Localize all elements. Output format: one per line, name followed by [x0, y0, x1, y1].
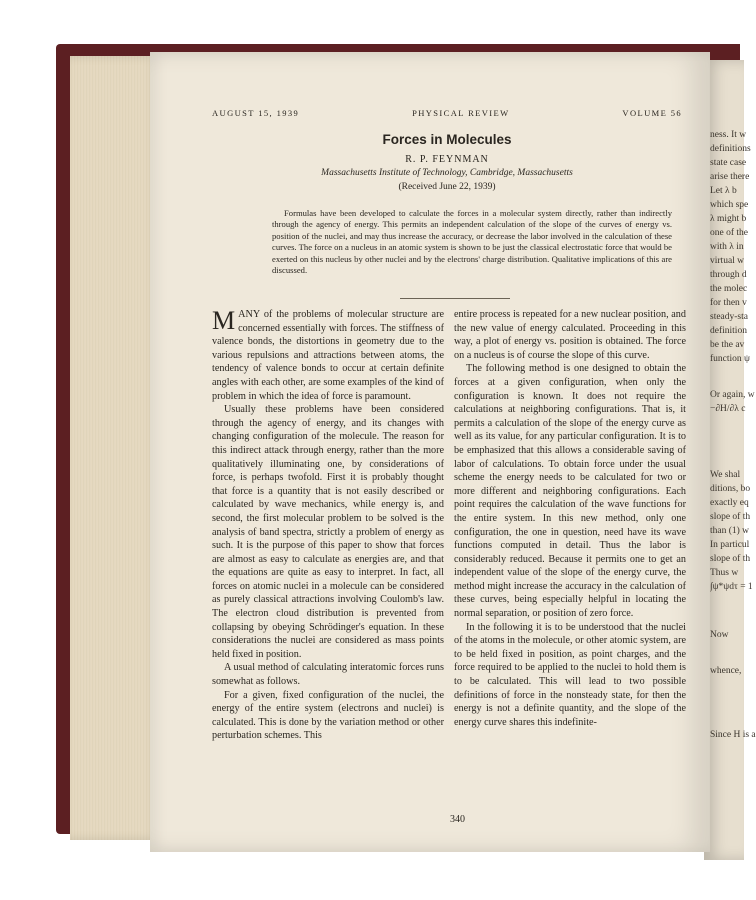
journal-page [150, 52, 710, 852]
article-author: R. P. FEYNMAN [405, 154, 489, 165]
facing-page [704, 60, 756, 860]
body-paragraph: In the following it is to be understood that the nuclei of the atoms in the molecule, or other atomic system, are to be held fixed in position, as point charges, and the force required to be applied to the nuclei to hold them is to be calculated. This will lead to two possible definitions of force in the nonsteady state, for then the energy is not a definite quantity, and the slope of the energy curve shares this indefinite- [454, 621, 686, 728]
facing-page-text: exactly eq [710, 498, 749, 508]
facing-page-text: Since H is a [710, 730, 756, 740]
facing-page-text: Or again, w [710, 390, 755, 400]
running-head [212, 108, 682, 118]
issue-date: AUGUST 15, 1939 [212, 108, 300, 118]
facing-page-text: slope of th [710, 554, 751, 564]
facing-page-text: steady-sta [710, 312, 748, 322]
facing-page-text: slope of th [710, 512, 751, 522]
facing-page-text: λ might b [710, 214, 747, 224]
body-paragraph: For a given, fixed configuration of the nuclei, the energy of the entire system (electrons and nuclei) is calculated. This is done by the variation method or other perturbation schemes. This [212, 689, 444, 742]
facing-page-text: for then v [710, 298, 747, 308]
journal-name: PHYSICAL REVIEW [412, 108, 510, 118]
section-divider [400, 298, 510, 299]
facing-page-text: We shal [710, 470, 741, 480]
page-edges [70, 56, 160, 840]
facing-page-text: ditions, bo [710, 484, 751, 494]
body-paragraph: Usually these problems have been considered through the agency of energy, and its changes with changing configuration of the molecule. The reason for this indirect attack through energy, rather than the more qualitatively illuminating one, by considerations of force, is perhaps twofold. First it is probably thought that force is a quantity that is not easily described or calculated by wave mechanics, while energy is, and second, the first molecular problem to be solved is the analysis of band spectra, strictly a problem of energy as such. It is the purpose of this paper to show that forces are almost as easy to calculate as energies are, and that the equations are quite as easy to interpret. In fact, all forces on atomic nuclei in a molecule can be considered as purely classical attractions involving Coulomb's law. The electron cloud distribution is prevented from collapsing by obeying Schrödinger's equation. In these considerations the nuclei are considered as mass points held fixed in position. [212, 404, 444, 660]
received-date: (Received June 22, 1939) [398, 182, 496, 192]
body-paragraph: entire process is repeated for a new nuclear position, and the new value of energy calculated. Proceeding in this way, a plot of energy vs. position is obtained. The force on a nucleus is of course the slope of this curve. [454, 309, 686, 361]
abstract: Formulas have been developed to calculate the forces in a molecular system directly, rather than indirectly through the agency of energy. This permits an independent calculation of the slope of the curves of energy vs. position of the nuclei, and may thus increase the accuracy, or decrease the labor involved in the calculation of these curves. The force on a nucleus in an atomic system is shown to be just the classical electrostatic force that would be exerted on this nucleus by other nuclei and by the electrons' charge distribution. Qualitative implications of this are discussed. [272, 208, 672, 276]
body-column-left [212, 308, 444, 743]
facing-page-text: ∫ψ*ψdτ = 1 [710, 582, 753, 592]
facing-page-text: state case [710, 158, 747, 168]
facing-page-text: Let λ b [710, 186, 737, 196]
facing-page-text: definition [710, 326, 747, 336]
facing-page-text: whence, [710, 666, 742, 676]
body-paragraph: A usual method of calculating interatomic forces runs somewhat as follows. [212, 662, 444, 688]
facing-page-text: through d [710, 270, 747, 280]
author-affiliation: Massachusetts Institute of Technology, Cambridge, Massachusetts [321, 168, 573, 178]
drop-cap: M [212, 306, 236, 335]
facing-page-text: ness. It w [710, 130, 747, 140]
body-column-right [454, 308, 686, 729]
facing-page-text: one of the [710, 228, 748, 238]
facing-page-text: than (1) w [710, 526, 750, 536]
facing-page-text: be the av [710, 340, 745, 350]
facing-page-text: definitions [710, 144, 751, 154]
article-title: Forces in Molecules [382, 132, 512, 147]
body-paragraph: The following method is one designed to obtain the forces at a given configuration, when only the configuration is known. It does not require the calculations at neighboring configurations. That is, it permits a calculation of the slope of the energy curve as well as its value, for any particular configuration. It is to be emphasized that this allows a considerable saving of labor of calculations. To obtain force under the usual scheme the energy needs to be calculated for two or more different and neighboring configurations. Each point requires the calculation of the wave functions for the entire system. In this new method, only one configuration, the one in question, need have its wave functions computed in detail. Thus the labor is considerably reduced. Because it permits one to get an independent value of the slope of the energy curve, the method might increase the accuracy in the calculation of these curves, being especially helpful in locating the normal separation, or position of zero force. [454, 363, 686, 620]
facing-page-text: function ψ [710, 354, 750, 364]
facing-page-text: Now [710, 630, 729, 640]
facing-page-text: with λ in [710, 242, 744, 252]
facing-page-text: Thus w [710, 568, 739, 578]
volume-number: VOLUME 56 [622, 108, 682, 118]
facing-page-text: virtual w [710, 256, 745, 266]
facing-page-text: which spe [710, 200, 749, 210]
facing-page-text: the molec [710, 284, 748, 294]
facing-page-text: In particul [710, 540, 750, 550]
body-paragraph: MANY of the problems of molecular structure are concerned essentially with forces. The stiffness of valence bonds, the distortions in geometry due to the various repulsions and attractions between atoms, the tendency of valence bonds to occur at certain definite angles with each other, are some examples of the kind of problem in which the idea of force is paramount. [212, 306, 444, 402]
page-number: 340 [450, 814, 465, 825]
facing-page-text: arise there [710, 172, 750, 182]
facing-page-text: −∂H/∂λ c [710, 404, 746, 414]
